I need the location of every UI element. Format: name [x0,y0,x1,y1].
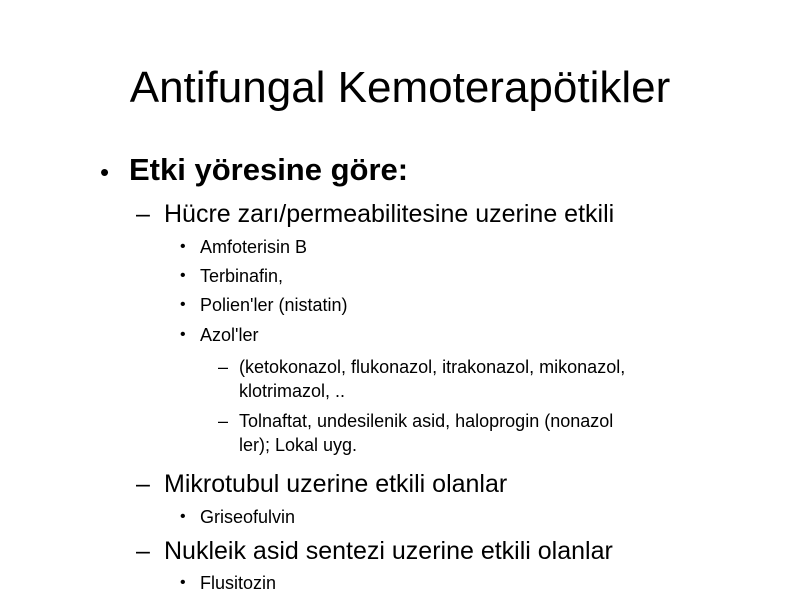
bullet-marker: • [180,508,186,525]
slide-title: Antifungal Kemoterapötikler [129,63,671,112]
dash-marker: – [218,357,229,377]
group-label: Hücre zarı/permeabilitesine uzerine etkili [164,200,615,228]
heading-text: Etki yöresine göre: [129,152,409,187]
group-label: Mikrotubul uzerine etkili olanlar [164,470,508,498]
drug-name: Griseofulvin [200,507,296,527]
dash-marker: – [136,537,150,565]
bullet-marker: • [100,157,110,187]
drug-name: Amfoterisin B [200,237,308,257]
azole-list: (ketokonazol, flukonazol, itrakonazol, mikonazol, klotrimazol, .. [239,357,626,401]
topical-list: Tolnaftat, undesilenik asid, haloprogin (nonazol ler); Lokal uyg. [239,411,614,455]
dash-marker: – [136,200,150,228]
bullet-marker: • [180,238,186,255]
dash-marker: – [136,470,150,498]
bullet-marker: • [180,326,186,343]
drug-name: Terbinafin, [200,266,284,286]
group-label: Nukleik asid sentezi uzerine etkili olanlar [164,537,613,565]
bullet-marker: • [180,267,186,284]
bullet-marker: • [180,296,186,313]
drug-name: Polien'ler (nistatin) [200,295,348,315]
drug-name: Flusitozin [200,573,277,593]
drug-name: Azol'ler [200,325,259,345]
bullet-marker: • [180,574,186,591]
dash-marker: – [218,411,229,431]
